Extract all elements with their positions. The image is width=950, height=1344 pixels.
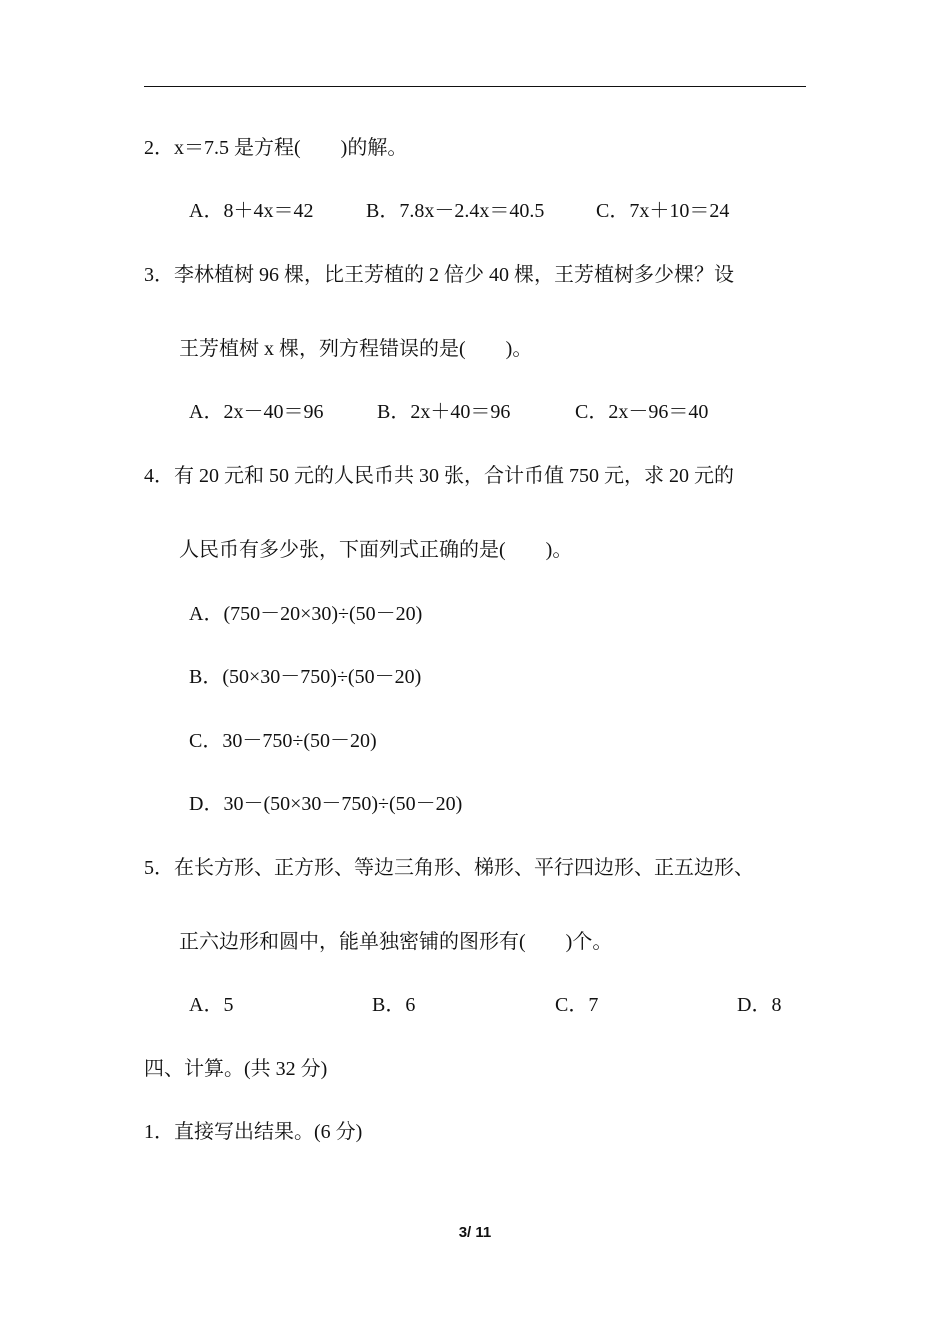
q2-option-a: A．8＋4x＝42 — [189, 200, 314, 222]
q2-option-c: C．7x＋10＝24 — [596, 200, 730, 222]
q4-option-d: D．30－(50×30－750)÷(50－20) — [189, 793, 463, 815]
q5-option-d: D．8 — [737, 994, 782, 1016]
q3-option-c: C．2x－96＝40 — [575, 401, 709, 423]
q5-option-c: C．7 — [555, 994, 599, 1016]
header-rule — [144, 86, 806, 87]
q2-option-b: B．7.8x－2.4x＝40.5 — [366, 200, 545, 222]
q3-stem-line2: 王芳植树 x 棵，列方程错误的是( )。 — [179, 338, 533, 360]
q2-stem: 2．x＝7.5 是方程( )的解。 — [144, 137, 408, 159]
q4-stem-line1: 4．有 20 元和 50 元的人民币共 30 张，合计币值 750 元，求 20 元的 — [144, 465, 734, 487]
q3-option-b: B．2x＋40＝96 — [377, 401, 511, 423]
q5-option-b: B．6 — [372, 994, 416, 1016]
q4-option-c: C．30－750÷(50－20) — [189, 730, 377, 752]
q4-stem-line2: 人民币有多少张，下面列式正确的是( )。 — [179, 539, 573, 561]
q4-option-b: B．(50×30－750)÷(50－20) — [189, 666, 422, 688]
section4-title: 四、计算。(共 32 分) — [144, 1058, 328, 1080]
q5-stem-line2: 正六边形和圆中，能单独密铺的图形有( )个。 — [179, 931, 613, 953]
q5-stem-line1: 5．在长方形、正方形、等边三角形、梯形、平行四边形、正五边形、 — [144, 857, 754, 879]
s4q1-stem: 1．直接写出结果。(6 分) — [144, 1121, 363, 1143]
q3-stem-line1: 3．李林植树 96 棵，比王芳植的 2 倍少 40 棵，王芳植树多少棵？设 — [144, 264, 734, 286]
q5-option-a: A．5 — [189, 994, 234, 1016]
q4-option-a: A．(750－20×30)÷(50－20) — [189, 603, 423, 625]
q3-option-a: A．2x－40＝96 — [189, 401, 324, 423]
page-number: 3/ 11 — [458, 1224, 492, 1241]
